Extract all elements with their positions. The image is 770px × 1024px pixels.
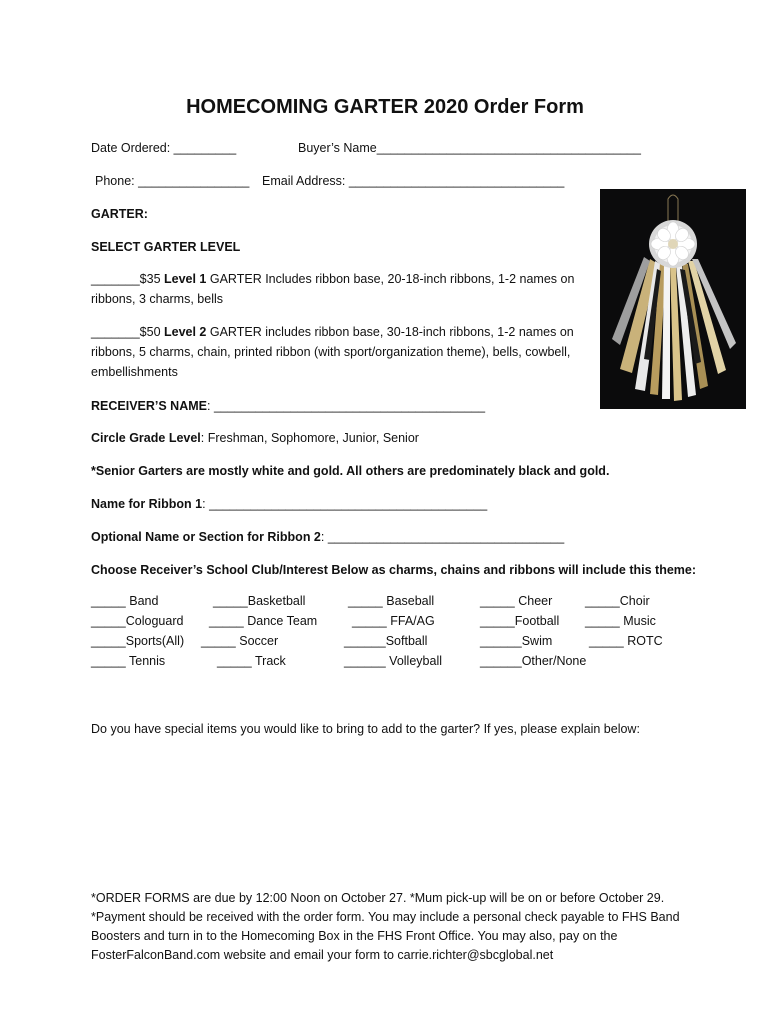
receiver-name-label: RECEIVER’S NAME <box>91 399 207 413</box>
choose-interest-heading <box>91 563 696 577</box>
special-items-question: Do you have special items you would like to bring to add to the garter? If yes, please explain below: <box>91 722 640 736</box>
footer-line-1: *ORDER FORMS are due by 12:00 Noon on October 27. *Mum pick-up will be on or before October 29. <box>91 891 665 905</box>
circle-grade-level[interactable] <box>91 431 419 445</box>
circle-grade-label: Circle Grade Level <box>91 431 201 445</box>
interest-option[interactable]: ______ Volleyball <box>344 654 442 668</box>
level-2-text: GARTER includes ribbon base, 30-18-inch ribbons, 1-2 names on ribbons, 5 charms, chain, printed ribbon (with sport/organization theme), bells, cowbell, embellishments <box>91 325 574 379</box>
garter-heading: GARTER: <box>91 207 148 221</box>
ribbon-1-blank: : ________________________________________ <box>202 497 488 511</box>
receiver-name-field[interactable] <box>91 399 485 413</box>
level-1-name: Level 1 <box>164 272 207 286</box>
select-level-heading: SELECT GARTER LEVEL <box>91 240 241 254</box>
interest-option[interactable]: _____ Dance Team <box>209 614 318 628</box>
phone-field[interactable]: Phone: ________________ <box>95 174 250 188</box>
interest-option[interactable]: _____Sports(All) <box>91 634 185 648</box>
interest-option[interactable]: _____ ROTC <box>589 634 663 648</box>
level-2-prefix: _______$50 <box>91 325 164 339</box>
level-2-name: Level 2 <box>164 325 207 339</box>
ribbon-2-label: Optional Name or Section for Ribbon 2 <box>91 530 321 544</box>
interest-option[interactable]: ______Swim <box>480 634 553 648</box>
interest-option[interactable]: _____ Cheer <box>480 594 553 608</box>
level-1-option[interactable] <box>91 269 581 309</box>
interest-option[interactable]: _____ Tennis <box>91 654 166 668</box>
interest-option[interactable]: _____Basketball <box>213 594 306 608</box>
choose-label-part3: as charms, chains and ribbons will include this theme: <box>368 563 697 577</box>
buyer-name-blank: ______________________________________ <box>376 141 641 155</box>
garter-photo <box>600 189 746 409</box>
level-2-option[interactable] <box>91 322 581 382</box>
interest-option[interactable]: _____ Track <box>217 654 286 668</box>
buyer-name-label: Buyer’s Name <box>298 141 377 155</box>
level-1-text: GARTER Includes ribbon base, 20-18-inch ribbons, 1-2 names on ribbons, 3 charms, bells <box>91 272 575 306</box>
interest-option[interactable]: _____ Music <box>585 614 656 628</box>
level-1-prefix: _______$35 <box>91 272 164 286</box>
choose-label-part1: Choose Receiver’s <box>91 563 207 577</box>
ribbon-2-field[interactable] <box>91 530 564 544</box>
interest-option[interactable]: ______Softball <box>344 634 428 648</box>
date-ordered-field[interactable]: Date Ordered: _________ <box>91 141 237 155</box>
garter-illustration <box>600 189 746 409</box>
senior-note: *Senior Garters are mostly white and gold. All others are predominately black and gold. <box>91 464 610 478</box>
circle-grade-options: : Freshman, Sophomore, Junior, Senior <box>200 431 419 445</box>
interest-option[interactable]: _____ FFA/AG <box>352 614 435 628</box>
footer-line-2: *Payment should be received with the order form. You may include a personal check payable to FHS Band Boosters and turn in to the Homecoming Box in the FHS Front Office. You may also, pay on the FosterFalconBand.com website and email your form to carrie.richter@sbcglobal.net <box>91 910 680 962</box>
interest-option[interactable]: _____Cologuard <box>91 614 184 628</box>
choose-label-part2: School Club/Interest Below <box>206 563 369 577</box>
email-field[interactable]: Email Address: _______________________________ <box>262 174 565 188</box>
receiver-name-blank: : _______________________________________ <box>207 399 486 413</box>
interest-option[interactable]: _____Choir <box>585 594 650 608</box>
interest-option[interactable]: _____Football <box>480 614 560 628</box>
ribbon-1-label: Name for Ribbon 1 <box>91 497 203 511</box>
footer-notes <box>91 889 691 965</box>
interest-option[interactable]: _____ Baseball <box>348 594 435 608</box>
interest-option[interactable]: _____ Soccer <box>201 634 279 648</box>
interest-option[interactable]: _____ Band <box>91 594 159 608</box>
ribbon-2-blank: : __________________________________ <box>320 530 565 544</box>
ribbon-1-field[interactable] <box>91 497 487 511</box>
form-title: HOMECOMING GARTER 2020 Order Form <box>186 96 584 118</box>
buyer-name-field[interactable] <box>298 141 641 155</box>
interest-option[interactable]: ______Other/None <box>480 654 587 668</box>
